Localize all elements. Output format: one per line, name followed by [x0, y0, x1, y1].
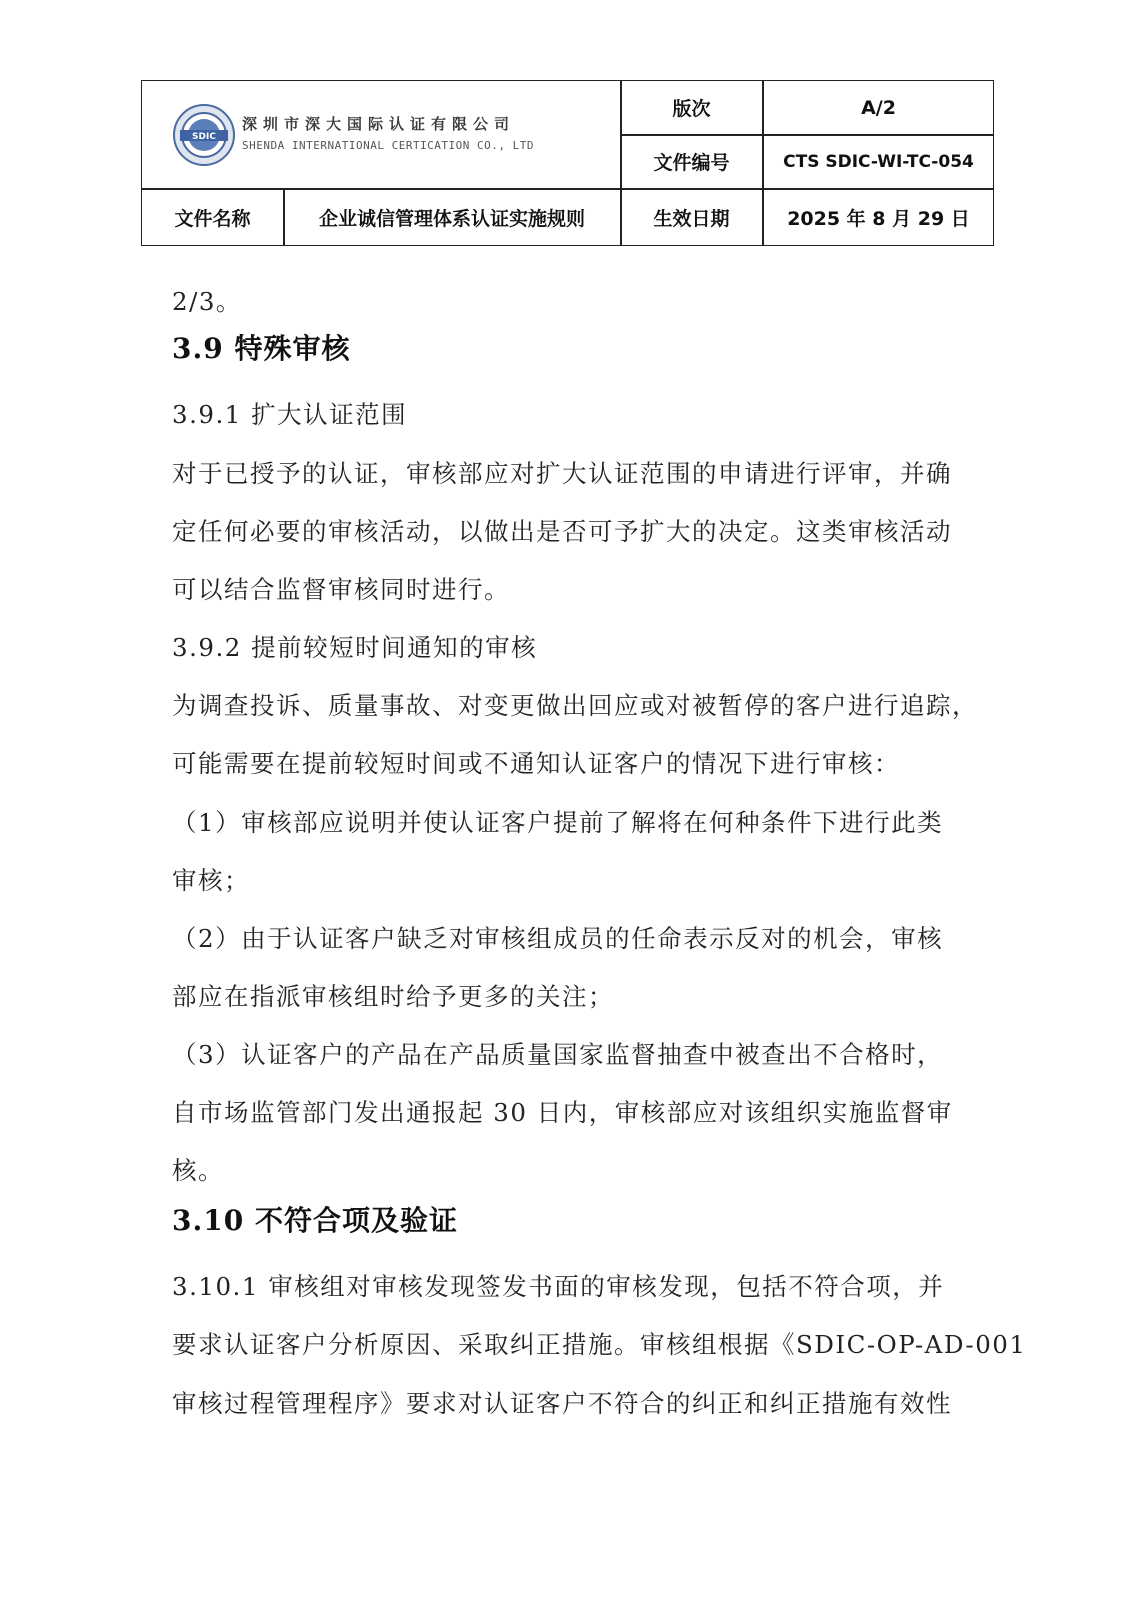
document-header-table — [141, 80, 994, 246]
list-item: （1）审核部应说明并使认证客户提前了解将在何种条件下进行此类 — [172, 808, 944, 837]
body-line: 2/3。 — [172, 287, 242, 316]
company-logo — [172, 103, 236, 167]
body-line: 自市场监管部门发出通报起 30 日内，审核部应对该组织实施监督审 — [172, 1098, 953, 1127]
body-line: 对于已授予的认证，审核部应对扩大认证范围的申请进行评审，并确 — [172, 459, 952, 488]
company-name-en: SHENDA INTERNATIONAL CERTICATION CO., LTD — [242, 139, 535, 152]
body-line: 要求认证客户分析原因、采取纠正措施。审核组根据《SDIC-OP-AD-001 — [172, 1330, 1027, 1359]
body-line: 3.10.1 审核组对审核发现签发书面的审核发现，包括不符合项，并 — [172, 1272, 945, 1301]
docno-label: 文件编号 — [653, 152, 730, 174]
list-item: （2）由于认证客户缺乏对审核组成员的任命表示反对的机会，审核 — [172, 924, 944, 953]
body-line: 可以结合监督审核同时进行。 — [172, 575, 510, 604]
subsection-heading-3-9-2: 3.9.2 提前较短时间通知的审核 — [172, 633, 538, 662]
company-name-cn: 深圳市深大国际认证有限公司 — [242, 115, 516, 133]
section-heading-3-10: 3.10 不符合项及验证 — [172, 1204, 458, 1237]
body-line: 定任何必要的审核活动，以做出是否可予扩大的决定。这类审核活动 — [172, 517, 952, 546]
body-line: 审核过程管理程序》要求对认证客户不符合的纠正和纠正措施有效性 — [172, 1389, 952, 1418]
body-line: 可能需要在提前较短时间或不通知认证客户的情况下进行审核： — [172, 749, 900, 778]
subsection-heading-3-9-1: 3.9.1 扩大认证范围 — [172, 400, 408, 429]
version-label: 版次 — [672, 98, 711, 120]
docno-value: CTS SDIC-WI-TC-054 — [783, 151, 974, 172]
body-line: 部应在指派审核组时给予更多的关注； — [172, 982, 614, 1011]
section-heading-3-9: 3.9 特殊审核 — [172, 332, 351, 365]
docname-value: 企业诚信管理体系认证实施规则 — [318, 207, 585, 230]
body-line: 审核； — [172, 866, 250, 895]
list-item: （3）认证客户的产品在产品质量国家监督抽查中被查出不合格时， — [172, 1040, 944, 1069]
effective-date-value: 2025 年 8 月 29 日 — [787, 207, 970, 230]
docname-label: 文件名称 — [174, 207, 251, 230]
body-line: 核。 — [172, 1156, 224, 1185]
version-value: A/2 — [861, 96, 896, 119]
logo-text: SDIC — [192, 132, 216, 142]
effective-date-label: 生效日期 — [653, 207, 730, 230]
body-line: 为调查投诉、质量事故、对变更做出回应或对被暂停的客户进行追踪， — [172, 691, 978, 720]
